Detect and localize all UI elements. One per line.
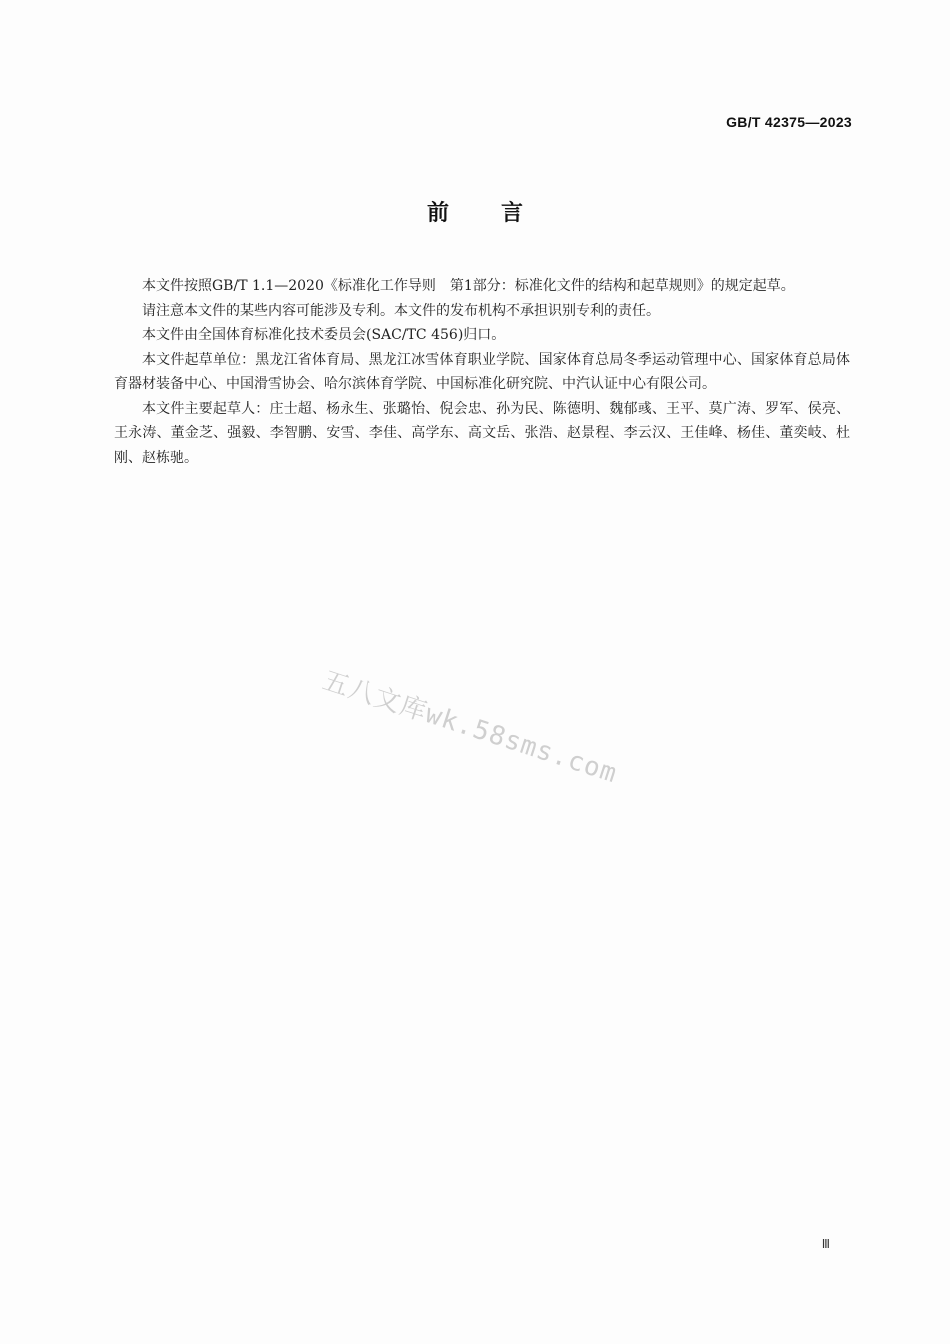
paragraph-drafting-organizations: 本文件起草单位：黑龙江省体育局、黑龙江冰雪体育职业学院、国家体育总局冬季运动管理中心、国家体育总局体育器材装备中心、中国滑雪协会、哈尔滨体育学院、中国标准化研究院、中汽认证中心有限公司。 (114, 351, 850, 392)
foreword-body (114, 274, 850, 470)
paragraph-drafting-rules: 本文件按照GB/T 1.1—2020《标准化工作导则 第1部分：标准化文件的结构和起草规则》的规定起草。 (142, 278, 795, 294)
paragraph-main-drafters: 本文件主要起草人：庄士超、杨永生、张璐怡、倪会忠、孙为民、陈德明、魏郁彧、王平、莫广涛、罗军、侯亮、王永涛、董金芝、强毅、李智鹏、安雪、李佳、高学东、高文岳、张浩、赵景程、李云汉、王佳峰、杨佳、董奕岐、杜刚、赵栋驰。 (114, 400, 850, 466)
paragraph-technical-committee: 本文件由全国体育标准化技术委员会(SAC/TC 456)归口。 (142, 327, 506, 343)
page-number: Ⅲ (821, 1237, 830, 1251)
section-title: 前言 (426, 201, 575, 226)
paragraph-patent-notice: 请注意本文件的某些内容可能涉及专利。本文件的发布机构不承担识别专利的责任。 (142, 302, 660, 319)
watermark: 五八文库wk.58sms.com (318, 665, 621, 790)
standard-number: GB/T 42375—2023 (726, 114, 852, 130)
